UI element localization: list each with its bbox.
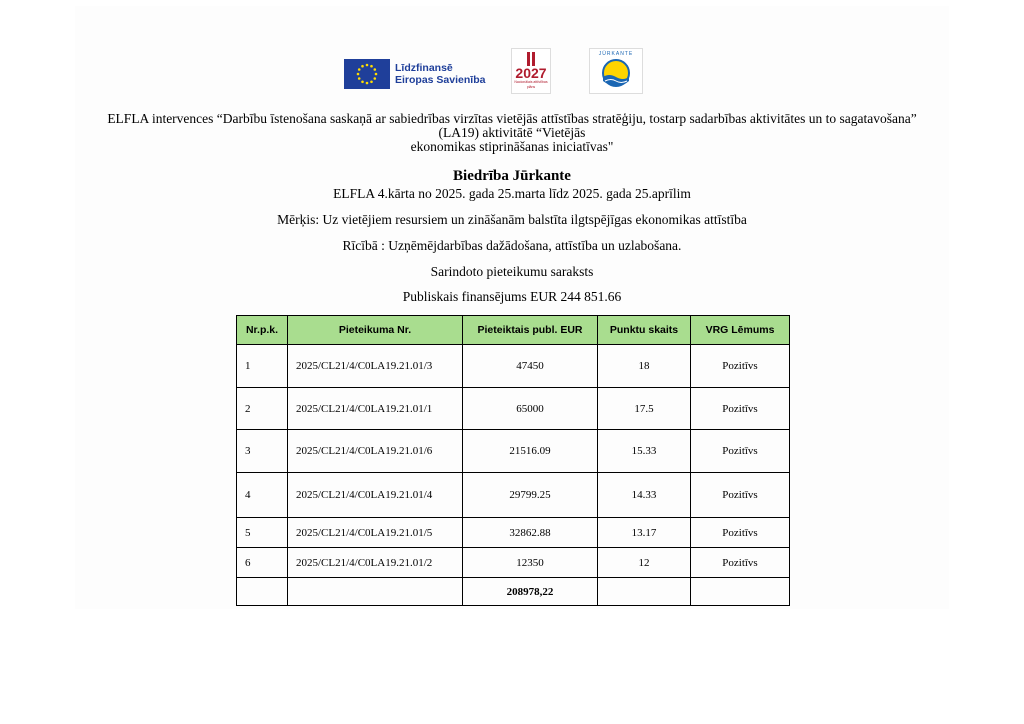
jurkante-logo — [589, 48, 643, 94]
intervention-description — [0, 112, 1024, 154]
row-decision: Pozitīvs — [691, 548, 790, 578]
row-nr: 5 — [237, 518, 288, 548]
row-nr: 6 — [237, 548, 288, 578]
jurkante-emblem-icon — [590, 57, 642, 91]
total-empty-cell — [691, 578, 790, 606]
eu-text-line1: Līdzfinansē — [395, 62, 453, 74]
row-decision: Pozitīvs — [691, 518, 790, 548]
row-application-nr: 2025/CL21/4/C0LA19.21.01/2 — [288, 548, 463, 578]
header-application-nr: Pieteikuma Nr. — [288, 316, 463, 345]
ranked-applications-table — [236, 315, 790, 606]
table-row — [237, 518, 790, 548]
table-row — [237, 388, 790, 430]
action-text: Rīcībā : Uzņēmējdarbības dažādošana, attīstība un uzlabošana. — [342, 238, 682, 253]
national-plan-2027-logo — [511, 48, 551, 94]
total-empty-cell — [237, 578, 288, 606]
row-requested-public: 29799.25 — [463, 473, 598, 518]
row-decision: Pozitīvs — [691, 388, 790, 430]
intro-line-1: ELFLA intervences “Darbību īstenošana saskaņā ar sabiedrības virzītas vietējās attīstības stratēģiju, tostarp sadarbības aktivitātes un to sagatavošana” — [107, 111, 917, 126]
header-decision: VRG Lēmums — [691, 316, 790, 345]
total-empty-cell — [598, 578, 691, 606]
row-points: 17.5 — [598, 388, 691, 430]
logo-strip — [0, 48, 1024, 94]
table-row — [237, 548, 790, 578]
row-nr: 2 — [237, 388, 288, 430]
row-application-nr: 2025/CL21/4/C0LA19.21.01/4 — [288, 473, 463, 518]
row-decision: Pozitīvs — [691, 473, 790, 518]
row-points: 18 — [598, 345, 691, 388]
header-requested-public: Pieteiktais publ. EUR — [463, 316, 598, 345]
row-requested-public: 21516.09 — [463, 430, 598, 473]
goal-text: Mērķis: Uz vietējiem resursiem un zināšanām balstīta ilgtspējīgas ekonomikas attīstība — [277, 212, 747, 227]
row-application-nr: 2025/CL21/4/C0LA19.21.01/1 — [288, 388, 463, 430]
round-info: ELFLA 4.kārta no 2025. gada 25.marta līdz 2025. gada 25.aprīlim — [333, 186, 691, 201]
header-nr: Nr.p.k. — [237, 316, 288, 345]
eu-flag-icon — [344, 59, 390, 89]
table-total-row — [237, 578, 790, 606]
eu-text-line2: Eiropas Savienība — [395, 74, 486, 86]
logo-2027-year: 2027 — [515, 65, 547, 81]
row-points: 12 — [598, 548, 691, 578]
intro-line-3: ekonomikas stiprināšanas iniciatīvas" — [410, 139, 614, 154]
row-points: 13.17 — [598, 518, 691, 548]
row-requested-public: 65000 — [463, 388, 598, 430]
row-requested-public: 12350 — [463, 548, 598, 578]
intro-line-2: (LA19) aktivitātē “Vietējās — [438, 125, 586, 140]
logo-2027-subtitle: Nacionālais attīstības plāns — [514, 80, 548, 89]
row-requested-public: 32862.88 — [463, 518, 598, 548]
eu-cofinanced-logo — [344, 58, 494, 90]
table-row — [237, 345, 790, 388]
row-nr: 1 — [237, 345, 288, 388]
total-empty-cell — [288, 578, 463, 606]
logo-bars-icon — [512, 52, 550, 66]
row-decision: Pozitīvs — [691, 345, 790, 388]
row-application-nr: 2025/CL21/4/C0LA19.21.01/3 — [288, 345, 463, 388]
row-nr: 3 — [237, 430, 288, 473]
organization-title: Biedrība Jūrkante — [453, 168, 571, 184]
list-title: Sarindoto pieteikumu saraksts — [430, 264, 594, 279]
table-header-row — [237, 316, 790, 345]
row-application-nr: 2025/CL21/4/C0LA19.21.01/5 — [288, 518, 463, 548]
table-row — [237, 430, 790, 473]
row-points: 15.33 — [598, 430, 691, 473]
table-row — [237, 473, 790, 518]
public-funding: Publiskais finansējums EUR 244 851.66 — [402, 289, 622, 304]
row-decision: Pozitīvs — [691, 430, 790, 473]
row-points: 14.33 — [598, 473, 691, 518]
row-requested-public: 47450 — [463, 345, 598, 388]
total-requested-public: 208978,22 — [463, 578, 598, 606]
jurkante-logo-text: JŪRKANTE — [598, 51, 634, 57]
row-application-nr: 2025/CL21/4/C0LA19.21.01/6 — [288, 430, 463, 473]
row-nr: 4 — [237, 473, 288, 518]
header-points: Punktu skaits — [598, 316, 691, 345]
